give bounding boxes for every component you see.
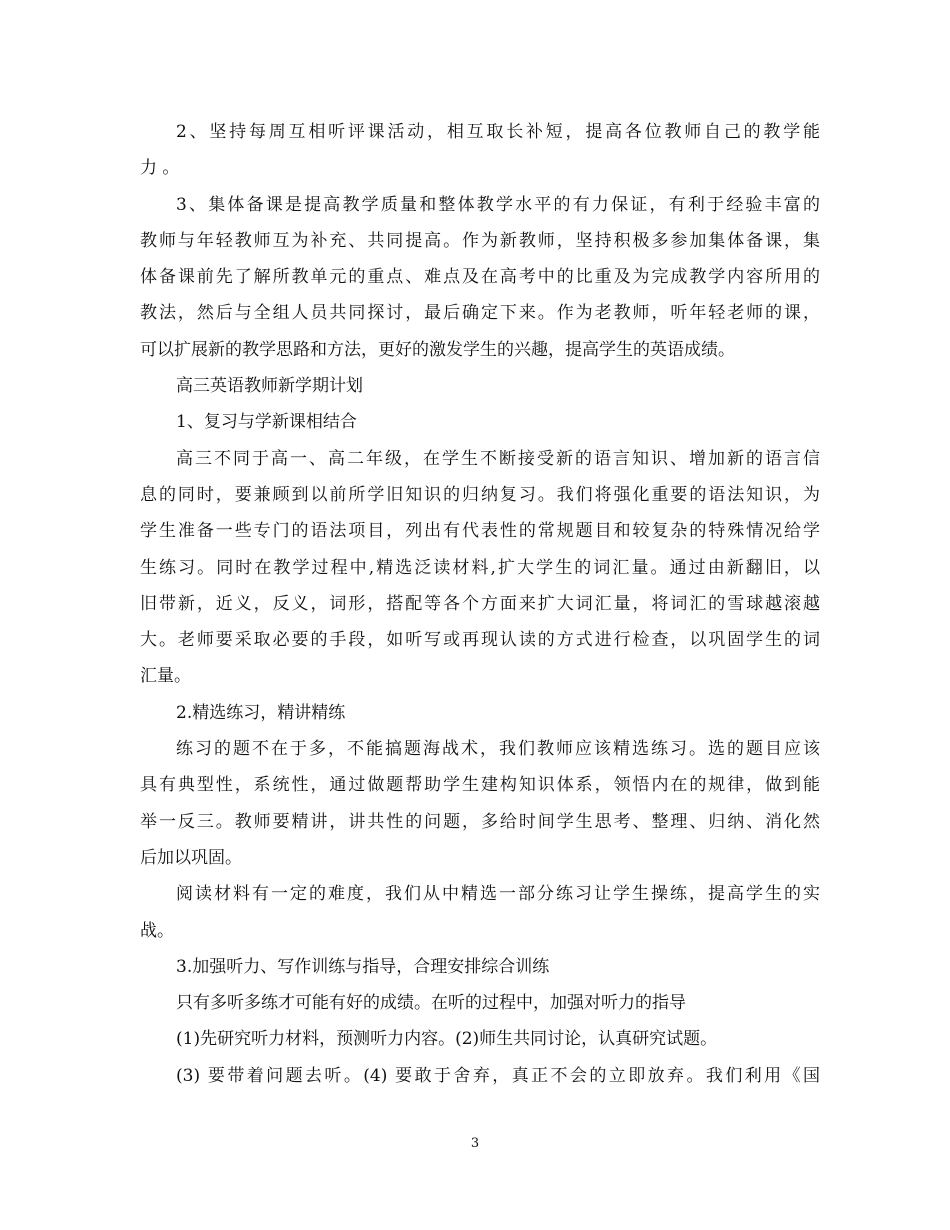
text-line: 具有典型性，系统性，通过做题帮助学生建构知识体系，领悟内在的规律，做到能 xyxy=(140,775,820,796)
text-line: 2.精选练习，精讲精练 xyxy=(176,702,346,723)
text-line: 1、复习与学新课相结合 xyxy=(176,412,357,433)
text-line: 力 。 xyxy=(140,158,180,179)
text-line: 举一反三。教师要精讲，讲共性的问题，多给时间学生思考、整理、归纳、消化然 xyxy=(140,811,820,832)
text-line: 只有多听多练才可能有好的成绩。在听的过程中，加强对听力的指导 xyxy=(176,993,686,1014)
text-line: (1)先研究听力材料，预测听力内容。(2)师生共同讨论，认真研究试题。 xyxy=(176,1029,718,1050)
text-line: 战。 xyxy=(140,920,174,941)
page-number: 3 xyxy=(470,1136,480,1151)
text-line: 2、坚持每周互相听评课活动，相互取长补短，提高各位教师自己的教学能 xyxy=(176,122,820,142)
text-line: 可以扩展新的教学思路和方法，更好的激发学生的兴趣，提高学生的英语成绩。 xyxy=(140,339,735,360)
text-line: 教师与年轻教师互为补充、共同提高。作为新教师，坚持积极多参加集体备课，集 xyxy=(140,230,820,251)
text-line: 汇量。 xyxy=(140,666,191,687)
text-line: 旧带新，近义，反义，词形，搭配等各个方面来扩大词汇量，将词汇的雪球越滚越 xyxy=(140,593,820,614)
text-line: 练习的题不在于多，不能搞题海战术，我们教师应该精选练习。选的题目应该 xyxy=(176,739,820,760)
text-line: 生练习。同时在教学过程中,精选泛读材料,扩大学生的词汇量。通过由新翻旧，以 xyxy=(140,557,820,578)
text-line: 3、集体备课是提高教学质量和整体教学水平的有力保证，有利于经验丰富的 xyxy=(176,194,820,215)
text-line: 阅读材料有一定的难度，我们从中精选一部分练习让学生操练，提高学生的实 xyxy=(176,884,820,905)
document-body xyxy=(140,114,820,1094)
text-line: 3.加强听力、写作训练与指导，合理安排综合训练 xyxy=(176,956,550,977)
text-line: 后加以巩固。 xyxy=(140,847,242,868)
text-line: 教法，然后与全组人员共同探讨，最后确定下来。作为老教师，听年轻老师的课， xyxy=(140,303,820,324)
text-line: 高三英语教师新学期计划 xyxy=(176,376,363,397)
text-line: 高三不同于高一、高二年级，在学生不断接受新的语言知识、增加新的语言信 xyxy=(176,448,820,469)
text-line: 息的同时，要兼顾到以前所学旧知识的归纳复习。我们将强化重要的语法知识，为 xyxy=(140,484,820,505)
text-line: 大。老师要采取必要的手段，如听写或再现认读的方式进行检查，以巩固学生的词 xyxy=(140,630,820,651)
text-line: 体备课前先了解所教单元的重点、难点及在高考中的比重及为完成教学内容所用的 xyxy=(140,267,820,288)
text-line: (3) 要带着问题去听。(4) 要敢于舍弃，真正不会的立即放弃。我们利用《国 xyxy=(176,1065,820,1086)
text-line: 学生准备一些专门的语法项目，列出有代表性的常规题目和较复杂的特殊情况给学 xyxy=(140,521,820,542)
